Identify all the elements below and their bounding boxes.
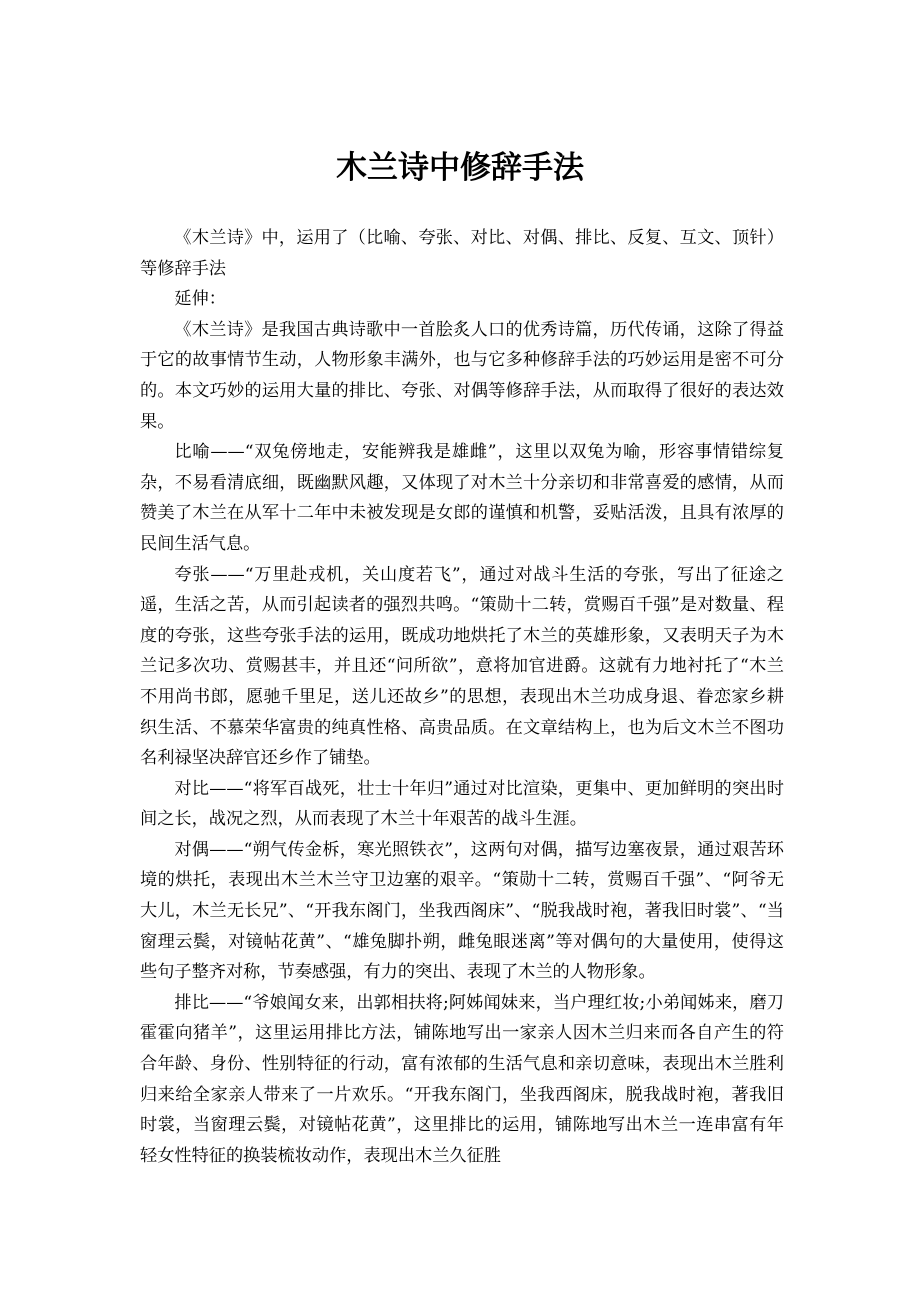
hyperbole-paragraph: 夸张——“万里赴戎机，关山度若飞”，通过对战斗生活的夸张，写出了征途之遥，生活之苦，从而引起读者的强烈共鸣。“策勋十二转，赏赐百千强”是对数量、程度的夸张，这些夸张手法的运用，既成功地烘托了木兰的英雄形象，又表明天子为木兰记多次功、赏赐甚丰，并且还“问所欲”，意将加官进爵。这就有力地衬托了“木兰不用尚书郎，愿驰千里足，送儿还故乡”的思想，表现出木兰功成身退、眷恋家乡耕织生活、不慕荣华富贵的纯真性格、高贵品质。在文章结构上，也为后文木兰不图功名利禄坚决辞官还乡作了铺垫。 <box>140 564 784 769</box>
antithesis-paragraph: 对偶——“朔气传金柝，寒光照铁衣”，这两句对偶，描写边塞夜景，通过艰苦环境的烘托，表现出木兰木兰守卫边塞的艰辛。“策勋十二转，赏赐百千强”、“阿爷无大儿，木兰无长兄”、“开我东阁门，坐我西阁床”、“脱我战时袍，著我旧时裳”、“当窗理云鬓，对镜帖花黄”、“雄兔脚扑朔，雌兔眼迷离”等对偶句的大量使用，使得这些句子整齐对称，节奏感强，有力的突出、表现了木兰的人物形象。 <box>140 839 784 983</box>
document-body <box>140 223 784 1171</box>
overview-paragraph: 《木兰诗》是我国古典诗歌中一首脍炙人口的优秀诗篇，历代传诵，这除了得益于它的故事情节生动，人物形象丰满外，也与它多种修辞手法的巧妙运用是密不可分的。本文巧妙的运用大量的排比、夸张、对偶等修辞手法，从而取得了很好的表达效果。 <box>140 319 784 432</box>
metaphor-paragraph: 比喻——“双兔傍地走，安能辨我是雄雌”，这里以双兔为喻，形容事情错综复杂，不易看清底细，既幽默风趣，又体现了对木兰十分亲切和非常喜爱的感情，从而赞美了木兰在从军十二年中未被发现是女郎的谨慎和机警，妥贴活泼，且具有浓厚的民间生活气息。 <box>140 442 784 554</box>
intro-paragraph: 《木兰诗》中，运用了（比喻、夸张、对比、对偶、排比、反复、互文、顶针）等修辞手法 <box>140 228 784 279</box>
parallelism-paragraph: 排比——“爷娘闻女来，出郭相扶将;阿姊闻妹来，当户理红妆;小弟闻姊来，磨刀霍霍向猪羊”，这里运用排比方法，铺陈地写出一家亲人因木兰归来而各自产生的符合年龄、身份、性别特征的行动，富有浓郁的生活气息和亲切意味，表现出木兰胜利归来给全家亲人带来了一片欢乐。“开我东阁门，坐我西阁床，脱我战时袍，著我旧时裳，当窗理云鬓，对镜帖花黄”，这里排比的运用，铺陈地写出木兰一连串富有年轻女性特征的换装梳妆动作，表现出木兰久征胜 <box>140 992 784 1166</box>
document-title: 木兰诗中修辞手法 <box>336 150 584 186</box>
extension-label: 延伸： <box>174 289 226 310</box>
contrast-paragraph: 对比——“将军百战死，壮士十年归”通过对比渲染，更集中、更加鲜明的突出时间之长，战况之烈，从而表现了木兰十年艰苦的战斗生涯。 <box>140 778 784 830</box>
